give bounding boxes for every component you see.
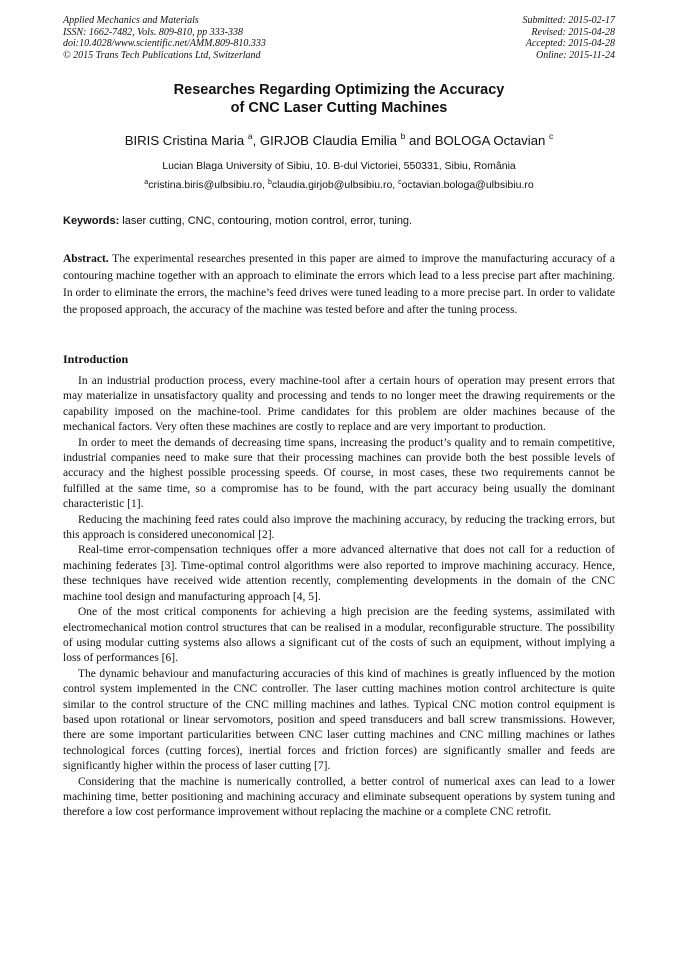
paper-title [63, 81, 615, 117]
author-1-mark: a [247, 131, 253, 141]
author-list [63, 133, 615, 148]
paragraph: Reducing the machining feed rates could also improve the machining accuracy, by reducing the tracking errors, but this approach is considered uneconomical [2]. [63, 513, 615, 542]
keywords-label: Keywords: [63, 215, 120, 227]
journal-issn: ISSN: 1662-7482, Vols. 809-810, pp 333-338 [63, 26, 243, 38]
affiliation: Lucian Blaga University of Sibiu, 10. B-dul Victoriei, 550331, Sibiu, România [162, 160, 516, 172]
email-1-mark: a [144, 179, 149, 186]
abstract-text: The experimental researches presented in this paper are aimed to improve the manufacturing accuracy of a contouring machine together with an approach to eliminate the errors which lead to a less precise part after machining. In order to eliminate the errors, the machine’s feed drives were tuned leading to a more precise part. In order to validate the proposed approach, the accuracy of the machine was tested before and after the tuning process. [63, 253, 615, 316]
date-accepted: Accepted: 2015-04-28 [525, 38, 615, 49]
paragraph: Real-time error-compensation techniques offer a more advanced alternative that does not call for a reduction of machining federates [3]. Time-optimal control algorithms were also reported to improve machining accuracy. Hence, these techniques have received wide attention recently, complementing developments in the domain of the CNC machine tool design and manufacturing approach [4, 5]. [63, 544, 615, 603]
introduction-heading: Introduction [63, 352, 129, 366]
email-1[interactable]: cristina.biris@ulbsibiu.ro, [148, 179, 268, 191]
introduction-body [63, 374, 615, 821]
date-online: Online: 2015-11-24 [536, 49, 615, 61]
paragraph: Considering that the machine is numerically controlled, a better control of numerical axes can lead to a lower machining time, better positioning and machining accuracy and eliminate subsequent operations by system tuning and therefore a low cost performance improvement without replacing the machine or a complete CNC retrofit. [63, 775, 615, 819]
author-emails [63, 179, 615, 191]
journal-info [63, 15, 266, 61]
publication-dates [523, 15, 616, 61]
author-3-mark: c [549, 131, 554, 141]
title-line-2: of CNC Laser Cutting Machines [230, 100, 448, 116]
paragraph: The dynamic behaviour and manufacturing accuracies of this kind of machines is greatly influenced by the motion control system implemented in the CNC controller. The laser cutting machines motion control architecture is quite similar to the control structure of the CNC milling machines and lathes. Typical CNC motion control equipment is based upon rotational or linear servomotors, position and speed transducers and ball screw transmissions. However, there are some important particularities between CNC laser cutting machines and CNC milling machines or lathes technological forces (cutting forces), inertial forces and friction forces) are significantly smaller and feeds are significantly higher within the process of laser cutting [7]. [63, 667, 615, 773]
author-1-name: BIRIS Cristina Maria [124, 133, 245, 148]
date-submitted: Submitted: 2015-02-17 [522, 15, 615, 26]
abstract-label: Abstract. [63, 253, 109, 265]
keywords [63, 215, 615, 227]
date-revised: Revised: 2015-04-28 [531, 26, 615, 38]
author-2-name: GIRJOB Claudia Emilia [259, 133, 397, 148]
paragraph: In order to meet the demands of decreasing time spans, increasing the product’s quality and to remain competitive, industrial companies need to make sure that their processing machines can provide both the best possible levels of accuracy and the highest possible processing speeds. Of course, in most cases, these two requirements cannot be fulfilled at the same time, so a compromise has to be found, with the part accuracy being usually the dominant characteristic [1]. [63, 436, 615, 511]
title-line-1: Researches Regarding Optimizing the Accuracy [173, 82, 505, 98]
journal-doi: doi:10.4028/www.scientific.net/AMM.809-810.333 [63, 38, 266, 49]
email-3[interactable]: octavian.bologa@ulbsibiu.ro [401, 179, 534, 191]
journal-name: Applied Mechanics and Materials [63, 15, 199, 26]
author-2-mark: b [400, 131, 406, 141]
email-2[interactable]: claudia.girjob@ulbsibiu.ro, [271, 179, 399, 191]
paragraph: One of the most critical components for achieving a high precision are the feeding systems, assimilated with electromechanical motion control structures that can be realised in a modular, reconfigurable structure. The possibility of using modular cutting systems also allows a significant cut of the costs of such an equipment, without implying a loss of performances [6]. [63, 606, 615, 665]
abstract [63, 251, 615, 319]
author-3-name: BOLOGA Octavian [434, 133, 546, 148]
keywords-text: laser cutting, CNC, contouring, motion control, error, tuning. [119, 215, 413, 227]
email-3-mark: c [398, 179, 402, 186]
author-separator-1: , [252, 133, 260, 148]
journal-copyright: © 2015 Trans Tech Publications Ltd, Switzerland [63, 49, 261, 61]
email-2-mark: b [267, 179, 272, 186]
paragraph: In an industrial production process, every machine-tool after a certain hours of operation may present errors that may materialize in unsatisfactory quality and processing and tends to no longer meet the drawing requirements or the capability imposed on the machine-tool. Prime candidates for this problem are older machines because of the mechanical factors. Very often these machines are costly to replace and are very important to production. [63, 375, 615, 434]
author-separator-2: and [405, 133, 435, 148]
